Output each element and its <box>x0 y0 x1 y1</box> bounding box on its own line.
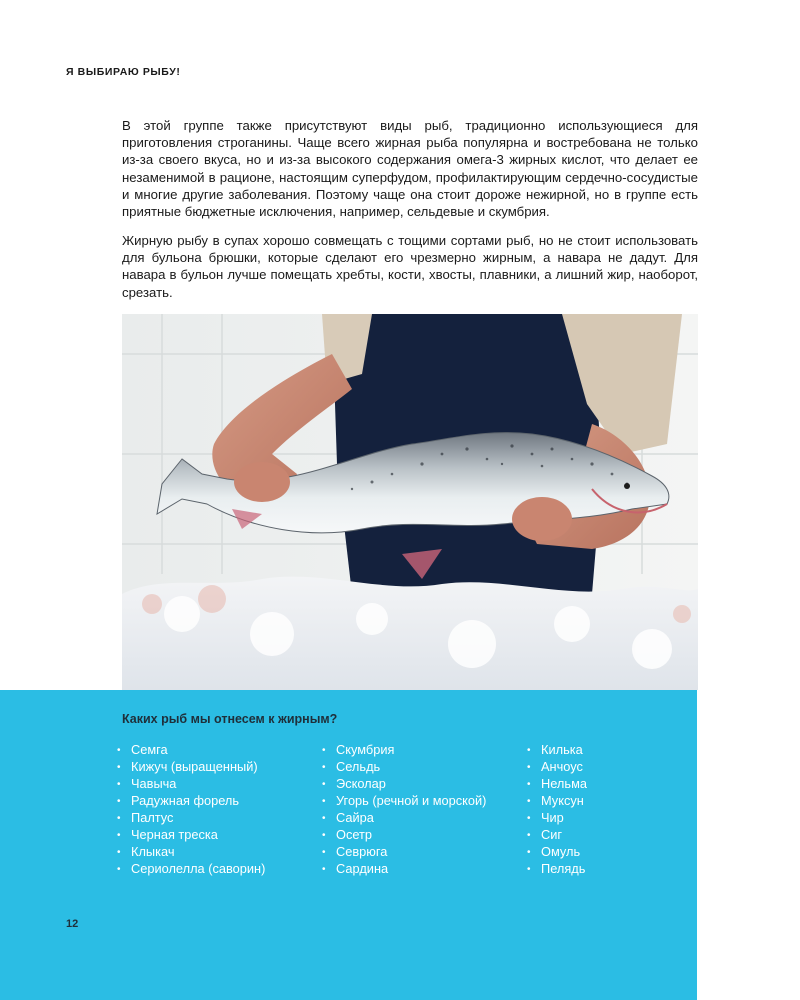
list-item: • Нельма <box>527 776 587 793</box>
fish-list-column-3 <box>527 742 587 878</box>
list-item: • Севрюга <box>322 844 486 861</box>
list-item: • Чавыча <box>117 776 265 793</box>
list-item: • Килька <box>527 742 587 759</box>
list-item: • Омуль <box>527 844 587 861</box>
list-item: • Сиг <box>527 827 587 844</box>
salmon-photo <box>122 314 698 690</box>
list-item: • Палтус <box>117 810 265 827</box>
list-item: • Скумбрия <box>322 742 486 759</box>
list-item: • Радужная форель <box>117 793 265 810</box>
list-item: • Сериолелла (саворин) <box>117 861 265 878</box>
list-item: • Осетр <box>322 827 486 844</box>
fish-list-column-1 <box>117 742 265 878</box>
list-item: • Черная треска <box>117 827 265 844</box>
list-item: • Чир <box>527 810 587 827</box>
paragraph-2: Жирную рыбу в супах хорошо совмещать с тощими сортами рыб, но не стоит использовать для бульона брюшки, которые сделают его чрезмерно жирным, а навара не дадут. Для навара в бульон лучше помещать хребты, кости, хвосты, плавники, а лишний жир, наоборот, срезать. <box>122 233 698 300</box>
list-item: • Анчоус <box>527 759 587 776</box>
fatty-fish-info-box <box>0 690 697 1000</box>
list-item: • Сардина <box>322 861 486 878</box>
list-item: • Сельдь <box>322 759 486 776</box>
list-item: • Кижуч (выращенный) <box>117 759 265 776</box>
fish-list-column-2 <box>322 742 486 878</box>
list-item: • Клыкач <box>117 844 265 861</box>
page-number: 12 <box>66 918 79 930</box>
list-item: • Угорь (речной и морской) <box>322 793 486 810</box>
running-head: Я ВЫБИРАЮ РЫБУ! <box>66 66 181 78</box>
paragraph-1: В этой группе также присутствуют виды рыб, традиционно использующиеся для приготовления строганины. Чаще всего жирная рыба популярна и востребована не только из-за своего вкуса, но и из-за высокого содержания омега-3 жирных кислот, что делает ее незаменимой в рационе, настоящим суперфудом, профилактирующим сердечно-сосудистые и многие другие заболевания. Поэтому чаще она стоит дороже нежирной, но в группе есть приятные бюджетные исключения, например, сельдевые и скумбрия. <box>122 118 698 220</box>
list-item: • Пелядь <box>527 861 587 878</box>
list-item: • Эсколар <box>322 776 486 793</box>
list-item: • Семга <box>117 742 265 759</box>
list-item: • Муксун <box>527 793 587 810</box>
info-box-title: Каких рыб мы отнесем к жирным? <box>122 712 338 726</box>
list-item: • Сайра <box>322 810 486 827</box>
